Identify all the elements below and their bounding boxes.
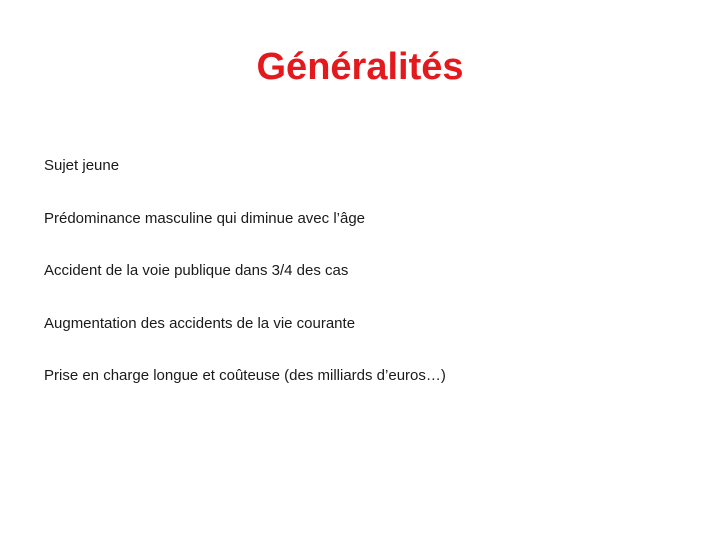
bullet-item: Prédominance masculine qui diminue avec l’âge [44, 209, 366, 227]
bullet-item: Sujet jeune [44, 157, 120, 174]
bullet-list [44, 152, 684, 415]
bullet-item: Prise en charge longue et coûteuse (des milliards d’euros…) [44, 367, 446, 384]
bullet-item: Augmentation des accidents de la vie courante [44, 314, 356, 332]
bullet-item: Accident de la voie publique dans 3/4 des cas [44, 262, 349, 279]
slide-title: Généralités [256, 46, 464, 88]
